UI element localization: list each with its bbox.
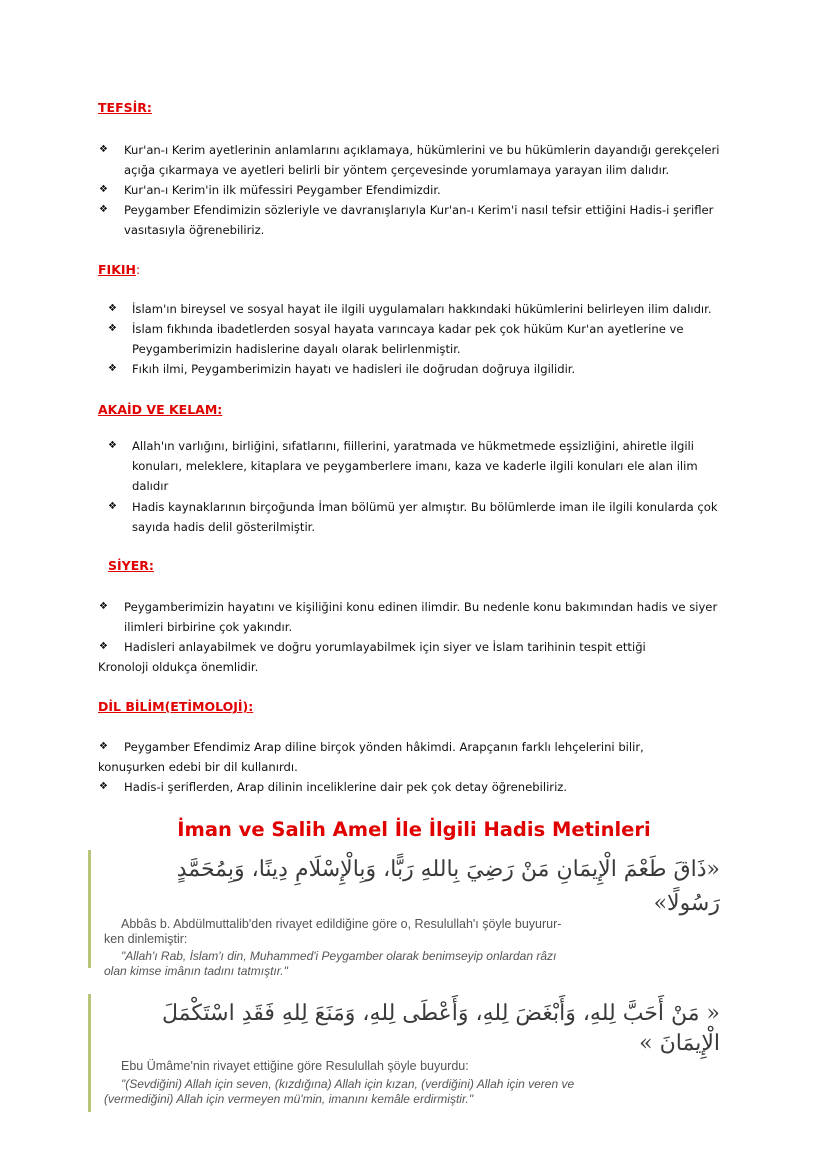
bullet-icon: ❖ bbox=[108, 501, 117, 512]
hadis-section-title: İman ve Salih Amel İle İlgili Hadis Metinleri bbox=[177, 818, 651, 841]
section-title-siyer: SİYER: bbox=[108, 558, 154, 573]
bullet-icon: ❖ bbox=[108, 363, 117, 374]
tefsir-item-1-line1: Kur'an-ı Kerim ayetlerinin anlamlarını açıklamaya, hükümlerini ve bu hükümlerin dayandığı gerekçeleri bbox=[124, 143, 720, 157]
siyer-item-2-line2: Kronoloji oldukça önemlidir. bbox=[98, 660, 259, 674]
tefsir-item-1-line2: açığa çıkarmaya ve ayetleri belirli bir yöntem çerçevesinde yorumlamaya yarayan ilim dalıdır. bbox=[124, 163, 670, 177]
bullet-icon: ❖ bbox=[99, 204, 108, 215]
hadis-2-translation-line2: (vermediğini) Allah için vermeyen mü'min, imanını kemâle erdirmiştir." bbox=[104, 1092, 474, 1106]
tefsir-item-3-line1: Peygamber Efendimizin sözleriyle ve davranışlarıyla Kur'an-ı Kerim'i nasıl tefsir ettiğini Hadis-i şerifler bbox=[124, 203, 714, 217]
hadis-1-accent-bar bbox=[88, 850, 91, 968]
bullet-icon: ❖ bbox=[99, 184, 108, 195]
hadis-2-arabic-line2: الْإِيمَانَ » bbox=[639, 1031, 720, 1056]
tefsir-item-3-line2: vasıtasıyla öğrenebiliriz. bbox=[124, 223, 265, 237]
siyer-item-1-line1: Peygamberimizin hayatını ve kişiliğini konu edinen ilimdir. Bu nedenle konu bakımından hadis ve siyer bbox=[124, 600, 718, 614]
bullet-icon: ❖ bbox=[108, 323, 117, 334]
hadis-1-arabic-line2: رَسُولًا» bbox=[653, 891, 720, 916]
hadis-1-arabic-line1: «ذَاقَ طَعْمَ الْإِيمَانِ مَنْ رَضِيَ بِاللهِ رَبًّا، وَبِالْإِسْلَامِ دِينًا، وَبِمُحَمَّدٍ bbox=[176, 857, 720, 882]
fikih-item-2-line2: Peygamberimizin hadislerine dayalı olarak belirlenmiştir. bbox=[132, 342, 461, 356]
fikih-item-3-line1: Fıkıh ilmi, Peygamberimizin hayatı ve hadisleri ile doğrudan doğruya ilgilidir. bbox=[132, 362, 576, 376]
hadis-2-arabic-line1: « مَنْ أَحَبَّ لِلهِ، وَأَبْغَضَ لِلهِ، وَأَعْطَى لِلهِ، وَمَنَعَ لِلهِ فَقَدِ اسْتَكْمَلَ bbox=[162, 1001, 720, 1026]
bullet-icon: ❖ bbox=[108, 440, 117, 451]
bullet-icon: ❖ bbox=[108, 303, 117, 314]
fikih-item-1-line1: İslam'ın bireysel ve sosyal hayat ile ilgili uygulamaları hakkındaki hükümlerini belirleyen ilim dalıdır. bbox=[132, 302, 712, 316]
hadis-2-narrator-line1: Ebu Ümâme'nin rivayet ettiğine göre Resulullah şöyle buyurdu: bbox=[121, 1059, 469, 1073]
dil-item-2-line1: Hadis-i şeriflerden, Arap dilinin inceliklerine dair pek çok detay öğrenebiliriz. bbox=[124, 780, 568, 794]
dil-item-1-line1: Peygamber Efendimiz Arap diline birçok yönden hâkimdi. Arapçanın farklı lehçelerini bilir, bbox=[124, 740, 644, 754]
bullet-icon: ❖ bbox=[99, 781, 108, 792]
hadis-1-narrator-line2: ken dinlemiştir: bbox=[104, 932, 188, 946]
fikih-title-colon: : bbox=[136, 262, 141, 277]
akaid-item-2-line1: Hadis kaynaklarının birçoğunda İman bölümü yer almıştır. Bu bölümlerde iman ile ilgili konularda çok bbox=[132, 500, 718, 514]
akaid-item-1-line2: konuları, meleklere, kitaplara ve peygamberlere imanı, kaza ve kaderle ilgili konuları ele alan ilim bbox=[132, 459, 698, 473]
hadis-2-accent-bar bbox=[88, 994, 91, 1112]
fikih-item-2-line1: İslam fıkhında ibadetlerden sosyal hayata varıncaya kadar pek çok hüküm Kur'an ayetlerine ve bbox=[132, 322, 684, 336]
akaid-item-1-line3: dalıdır bbox=[132, 479, 169, 493]
bullet-icon: ❖ bbox=[99, 601, 108, 612]
akaid-item-1-line1: Allah'ın varlığını, birliğini, sıfatlarını, fiillerini, yaratmada ve hükmetmede eşsizliğini, ahiretle ilgili bbox=[132, 439, 694, 453]
section-title-tefsir: TEFSİR: bbox=[98, 100, 152, 115]
hadis-2-translation-line1: "(Sevdiğini) Allah için seven, (kızdığına) Allah için kızan, (verdiğini) Allah için veren ve bbox=[121, 1077, 575, 1091]
dil-item-1-line2: konuşurken edebi bir dil kullanırdı. bbox=[98, 760, 298, 774]
bullet-icon: ❖ bbox=[99, 641, 108, 652]
section-title-akaid: AKAİD VE KELAM: bbox=[98, 402, 223, 417]
hadis-1-translation-line1: "Allah'ı Rab, İslam'ı din, Muhammed'i Peygamber olarak benimseyip onlardan râzı bbox=[121, 949, 557, 963]
bullet-icon: ❖ bbox=[99, 741, 108, 752]
section-title-dil-bilim: DİL BİLİM(ETİMOLOJİ): bbox=[98, 699, 254, 714]
fikih-title-text: FIKIH bbox=[98, 262, 136, 277]
hadis-1-translation-line2: olan kimse imânın tadını tatmıştır." bbox=[104, 964, 288, 978]
tefsir-item-2-line1: Kur'an-ı Kerim'in ilk müfessiri Peygamber Efendimizdir. bbox=[124, 183, 441, 197]
hadis-1-narrator-line1: Abbâs b. Abdülmuttalib'den rivayet edildiğine göre o, Resulullah'ı şöyle buyurur- bbox=[121, 917, 562, 931]
siyer-item-1-line2: ilimleri birbirine çok yakındır. bbox=[124, 620, 293, 634]
section-title-fikih bbox=[98, 262, 140, 277]
akaid-item-2-line2: sayıda hadis delil gösterilmiştir. bbox=[132, 520, 316, 534]
bullet-icon: ❖ bbox=[99, 144, 108, 155]
siyer-item-2-line1: Hadisleri anlayabilmek ve doğru yorumlayabilmek için siyer ve İslam tarihinin tespit ettiği bbox=[124, 640, 646, 654]
